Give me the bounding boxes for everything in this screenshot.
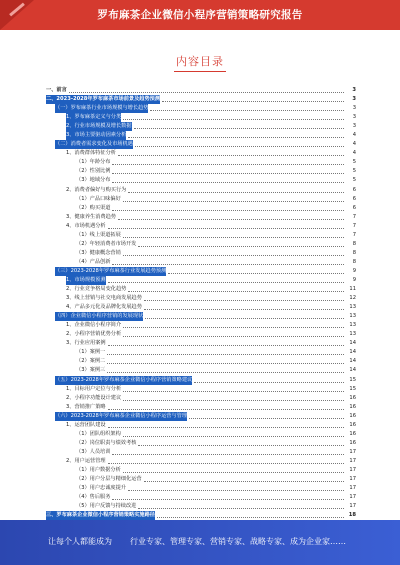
toc-entry-title: （2）岗位职责与绩效考核 xyxy=(76,439,137,446)
toc-page-number: 4 xyxy=(352,132,356,139)
toc-leader-dots xyxy=(108,409,344,410)
toc-page-number: 15 xyxy=(349,385,356,392)
toc-page-number: 5 xyxy=(352,159,356,166)
toc-leader-dots xyxy=(108,228,344,229)
toc-entry[interactable] xyxy=(46,176,356,185)
toc-entry[interactable] xyxy=(46,158,356,167)
toc-page-number: 17 xyxy=(349,457,356,464)
toc-entry-title: 3、行业应用案例 xyxy=(66,340,106,347)
toc-entry-title: （2）案例二 xyxy=(76,358,106,365)
toc-leader-dots xyxy=(112,173,344,174)
footer-bar xyxy=(0,520,400,565)
toc-page-number: 17 xyxy=(349,466,356,473)
toc-leader-dots xyxy=(123,336,344,337)
toc-entry[interactable] xyxy=(46,240,356,249)
toc-entry-title: （2）用户分层与精细化运营 xyxy=(76,476,142,483)
toc-entry-title: （三）2023-2028年罗布麻茶行业发展趋势预测 xyxy=(55,267,166,276)
toc-page-number: 6 xyxy=(352,186,356,193)
toc-page-number: 5 xyxy=(352,177,356,184)
toc-entry-title: （5）用户反馈与持续改进 xyxy=(76,503,137,510)
toc-entry-title: 4、市场机遇分析 xyxy=(66,222,106,229)
toc-page-number: 6 xyxy=(352,195,356,202)
toc-leader-dots xyxy=(135,146,344,147)
toc-entry-title: （3）健康概念营销 xyxy=(76,249,121,256)
toc-entry-title: （3）人员培训 xyxy=(76,448,111,455)
toc-entry[interactable] xyxy=(46,312,356,321)
toc-entry-title: （3）案例三 xyxy=(76,367,106,374)
toc-page-number: 3 xyxy=(352,114,356,121)
toc-leader-dots xyxy=(138,246,344,247)
toc-page-number: 13 xyxy=(349,313,356,320)
toc-leader-dots xyxy=(144,309,344,310)
toc-entry-title: 1、运营团队建设 xyxy=(66,421,106,428)
toc-entry[interactable] xyxy=(46,385,356,394)
toc-entry-title: 一、前言 xyxy=(46,87,67,93)
toc-entry[interactable] xyxy=(46,86,356,95)
toc-entry[interactable] xyxy=(46,484,356,493)
toc-leader-dots xyxy=(123,472,344,473)
toc-entry[interactable] xyxy=(46,195,356,204)
toc-page-number: 12 xyxy=(349,295,356,302)
toc-entry[interactable] xyxy=(46,303,356,312)
toc-leader-dots xyxy=(128,192,344,193)
toc-entry[interactable] xyxy=(46,104,356,113)
toc-entry-title: 2、行业市场规模及增长数据 xyxy=(66,122,132,131)
toc-leader-dots xyxy=(118,155,344,156)
toc-page-number: 7 xyxy=(352,231,356,238)
toc-page-number: 14 xyxy=(349,349,356,356)
toc-entry[interactable] xyxy=(46,204,356,213)
toc-page-number: 18 xyxy=(348,512,356,519)
toc-leader-dots xyxy=(118,219,344,220)
toc-entry-title: 二、2023-2028年罗布麻茶市场前景及趋势预测 xyxy=(46,95,160,104)
toc-page-number: 16 xyxy=(349,430,356,437)
toc-entry[interactable] xyxy=(46,186,356,195)
toc-entry-title: 3、线上营销与社交电商发展趋势 xyxy=(66,295,142,302)
toc-page-number: 16 xyxy=(349,403,356,410)
toc-leader-dots xyxy=(128,291,344,292)
toc-leader-dots xyxy=(144,300,344,301)
toc-entry-title: （1）用户数据分析 xyxy=(76,466,121,473)
toc-page-number: 17 xyxy=(349,448,356,455)
toc-leader-dots xyxy=(107,372,344,373)
toc-page-number: 16 xyxy=(349,421,356,428)
table-of-contents xyxy=(46,86,356,529)
toc-page-number: 14 xyxy=(349,367,356,374)
toc-entry[interactable] xyxy=(46,231,356,240)
toc-page-number: 3 xyxy=(352,123,356,130)
toc-entry[interactable] xyxy=(46,321,356,330)
toc-page-number: 17 xyxy=(349,494,356,501)
toc-page-number: 15 xyxy=(349,376,356,383)
toc-entry[interactable] xyxy=(46,430,356,439)
toc-entry-title: 3、营销推广策略 xyxy=(66,403,106,410)
toc-entry-title: （1）案例一 xyxy=(76,349,106,356)
toc-leader-dots xyxy=(134,128,344,129)
toc-entry-title: 2、用户运营管理 xyxy=(66,457,106,464)
toc-entry-title: （1）团队组织架构 xyxy=(76,430,121,437)
toc-entry-title: （1）线上渠道拓展 xyxy=(76,231,121,238)
toc-leader-dots xyxy=(194,382,344,383)
toc-entry-title: （二）消费者需求变化及市场机遇 xyxy=(55,140,133,149)
toc-entry[interactable] xyxy=(46,267,356,276)
toc-entry[interactable] xyxy=(46,457,356,466)
toc-entry-title: （4）产品创新 xyxy=(76,258,111,265)
toc-page-number: 7 xyxy=(352,222,356,229)
toc-entry[interactable] xyxy=(46,113,356,122)
toc-leader-dots xyxy=(138,445,344,446)
toc-entry[interactable] xyxy=(46,294,356,303)
toc-leader-dots xyxy=(108,427,344,428)
toc-page-number: 13 xyxy=(349,331,356,338)
toc-leader-dots xyxy=(112,164,344,165)
toc-entry[interactable] xyxy=(46,403,356,412)
toc-entry[interactable] xyxy=(46,330,356,339)
toc-entry[interactable] xyxy=(46,412,356,421)
toc-leader-dots xyxy=(108,282,344,283)
toc-entry[interactable] xyxy=(46,167,356,176)
toc-entry[interactable] xyxy=(46,376,356,385)
toc-entry[interactable] xyxy=(46,339,356,348)
toc-page-number: 3 xyxy=(352,105,356,112)
toc-leader-dots xyxy=(112,210,344,211)
toc-leader-dots xyxy=(123,201,344,202)
toc-entry[interactable] xyxy=(46,122,356,131)
toc-entry-title: 2、小程序营销优势分析 xyxy=(66,331,122,338)
toc-page-number: 17 xyxy=(349,503,356,510)
toc-entry[interactable] xyxy=(46,475,356,484)
toc-leader-dots xyxy=(189,418,344,419)
toc-page-number: 16 xyxy=(349,412,356,419)
toc-leader-dots xyxy=(108,463,344,464)
toc-entry-title: （4）售后服务 xyxy=(76,494,111,501)
toc-page-number: 7 xyxy=(352,213,356,220)
toc-entry-title: 1、消费群体特征分析 xyxy=(66,150,116,157)
toc-page-number: 8 xyxy=(352,249,356,256)
toc-page-number: 4 xyxy=(352,150,356,157)
toc-heading-underline xyxy=(174,71,226,72)
toc-leader-dots xyxy=(107,354,344,355)
toc-leader-dots xyxy=(107,363,344,364)
toc-entry-title: （2）性别比例 xyxy=(76,168,111,175)
toc-leader-dots xyxy=(123,237,344,238)
toc-entry[interactable] xyxy=(46,366,356,375)
toc-leader-dots xyxy=(123,391,344,392)
toc-entry[interactable] xyxy=(46,249,356,258)
footer-slogan: 让每个人都能成为 xyxy=(48,537,112,546)
toc-leader-dots xyxy=(157,517,344,518)
toc-entry-title: 1、企业微信小程序简介 xyxy=(66,322,122,329)
toc-page-number: 4 xyxy=(352,141,356,148)
toc-page-number: 9 xyxy=(352,276,356,283)
toc-page-number: 13 xyxy=(349,304,356,311)
toc-entry[interactable] xyxy=(46,394,356,403)
toc-leader-dots xyxy=(112,182,344,183)
toc-entry[interactable] xyxy=(46,466,356,475)
toc-entry[interactable] xyxy=(46,502,356,511)
toc-leader-dots xyxy=(168,273,344,274)
toc-entry-title: 1、罗布麻茶定义与分类 xyxy=(66,113,121,122)
toc-leader-dots xyxy=(112,499,344,500)
toc-leader-dots xyxy=(69,92,344,93)
toc-entry-title: （1）产品口味偏好 xyxy=(76,195,121,202)
toc-entry[interactable] xyxy=(46,276,356,285)
toc-entry[interactable] xyxy=(46,222,356,231)
toc-heading: 内容目录 xyxy=(176,55,224,68)
toc-entry[interactable] xyxy=(46,140,356,149)
toc-entry-title: 三、罗布麻茶企业微信小程序营销策略实施路径 xyxy=(46,511,155,520)
toc-leader-dots xyxy=(112,454,344,455)
toc-page-number: 5 xyxy=(352,168,356,175)
toc-page-number: 17 xyxy=(349,476,356,483)
toc-page-number: 3 xyxy=(352,96,356,103)
toc-entry-title: 4、产品多元化及品牌化发展趋势 xyxy=(66,304,142,311)
toc-entry-title: （2）购买渠道 xyxy=(76,204,111,211)
toc-entry-title: 3、市场主要驱动因素分析 xyxy=(66,131,126,140)
toc-page-number: 14 xyxy=(349,358,356,365)
toc-entry-title: （五）2023-2028年罗布麻茶企业微信小程序营销策略建议 xyxy=(55,376,192,385)
toc-leader-dots xyxy=(108,345,344,346)
toc-leader-dots xyxy=(144,481,344,482)
toc-entry[interactable] xyxy=(46,511,356,520)
toc-entry-title: 2、小程序功能设计建议 xyxy=(66,394,122,401)
toc-entry-title: （四）企业微信小程序营销的发展现状 xyxy=(55,312,143,321)
toc-page-number: 6 xyxy=(352,204,356,211)
toc-page-number: 8 xyxy=(352,240,356,247)
toc-leader-dots xyxy=(150,110,344,111)
toc-entry[interactable] xyxy=(46,131,356,140)
toc-entry[interactable] xyxy=(46,213,356,222)
toc-entry-title: 2、消费者偏好与购买行为 xyxy=(66,186,127,193)
toc-leader-dots xyxy=(128,490,344,491)
footer-tagline: 行业专家、管理专家、营销专家、战略专家、成为企业家…… xyxy=(130,537,346,546)
toc-entry-title: （3）地域分布 xyxy=(76,177,111,184)
toc-entry-title: （一）罗布麻茶行业市场规模与增长趋势 xyxy=(55,104,148,113)
toc-entry[interactable] xyxy=(46,421,356,430)
toc-leader-dots xyxy=(128,137,344,138)
toc-entry-title: （六）2023-2028年罗布麻茶企业微信小程序运营与管理 xyxy=(55,412,187,421)
toc-entry[interactable] xyxy=(46,258,356,267)
report-title: 罗布麻茶企业微信小程序营销策略研究报告 xyxy=(97,9,303,21)
toc-leader-dots xyxy=(138,508,344,509)
toc-leader-dots xyxy=(145,318,344,319)
toc-page-number: 16 xyxy=(349,439,356,446)
toc-leader-dots xyxy=(123,327,344,328)
toc-entry-title: （1）年龄分布 xyxy=(76,159,111,166)
toc-page-number: 16 xyxy=(349,394,356,401)
header-bar xyxy=(0,0,400,30)
toc-page-number: 11 xyxy=(349,286,356,293)
toc-entry-title: 3、健康养生消费趋势 xyxy=(66,213,116,220)
toc-entry-title: （3）用户忠诚度提升 xyxy=(76,485,126,492)
toc-entry[interactable] xyxy=(46,448,356,457)
toc-leader-dots xyxy=(162,101,344,102)
toc-entry-title: 1、市场规模预测 xyxy=(66,276,106,285)
toc-leader-dots xyxy=(123,436,344,437)
toc-entry[interactable] xyxy=(46,348,356,357)
toc-leader-dots xyxy=(123,255,344,256)
toc-page-number: 8 xyxy=(352,258,356,265)
toc-page-number: 13 xyxy=(349,322,356,329)
toc-page-number: 14 xyxy=(349,340,356,347)
toc-page-number: 9 xyxy=(352,267,356,274)
toc-entry-title: （2）年轻消费者市场开发 xyxy=(76,240,137,247)
toc-leader-dots xyxy=(123,400,344,401)
toc-entry[interactable] xyxy=(46,357,356,366)
toc-leader-dots xyxy=(112,264,344,265)
toc-entry[interactable] xyxy=(46,285,356,294)
toc-page-number: 17 xyxy=(349,485,356,492)
toc-entry[interactable] xyxy=(46,95,356,104)
toc-entry-title: 1、目标用户定位与分析 xyxy=(66,385,122,392)
toc-entry[interactable] xyxy=(46,493,356,502)
toc-entry[interactable] xyxy=(46,149,356,158)
toc-entry[interactable] xyxy=(46,439,356,448)
toc-page-number: 3 xyxy=(352,87,356,93)
toc-entry-title: 2、行业竞争格局变化趋势 xyxy=(66,286,127,293)
toc-leader-dots xyxy=(123,119,344,120)
